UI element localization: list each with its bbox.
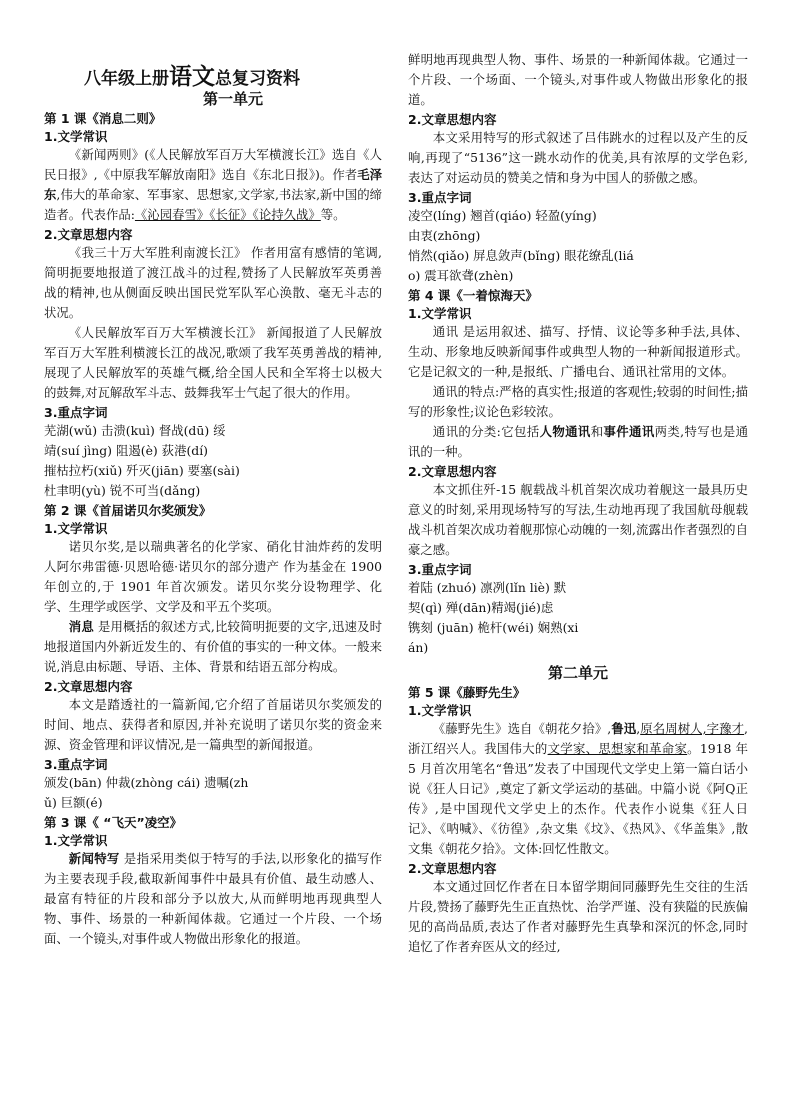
unit-heading-1: 第一单元 xyxy=(202,90,263,108)
l4-zici-heading: 3.重点字词 xyxy=(408,562,472,577)
term-shijian-tongxun: 事件通讯 xyxy=(603,424,655,439)
l3-wenxue-text: 新闻特写 是指采用类似于特写的手法,以形象化的描写作为主要表现手段,截取新闻事件中最具有价值、最生动感人、最富有特征的片段和部分予以放大,从而鲜明地再现典型人物、事件、场景的一种新闻体裁。它通过一个片段、一个场面、一个镜头,对事件或人物做出形象化的报道。 xyxy=(44,851,382,946)
l2-wenxue-heading: 1.文学常识 xyxy=(44,521,108,536)
l3-sixiang-text: 本文采用特写的形式叙述了吕伟跳水的过程以及产生的反响,再现了“5136”这一跳水动作的优美,具有浓厚的文学色彩,表达了对运动员的赞美之情和身为中国人的骄傲之感。 xyxy=(408,130,748,185)
title-prefix: 八年级上册 xyxy=(84,69,169,89)
term-xiaoxi: 消息 xyxy=(68,619,94,634)
l2-zici-heading: 3.重点字词 xyxy=(44,757,108,772)
right-column xyxy=(408,50,748,957)
l3-sixiang-heading: 2.文章思想内容 xyxy=(408,112,497,127)
l5-wenxue-text: 《藤野先生》选自《朝花夕拾》,鲁迅,原名周树人,字豫才,浙江绍兴人。我国伟大的文学家、思想家和革命家。1918 年 5 月首次用笔名“鲁迅”发表了中国现代文学史上第一篇白话小说《狂人日记》,奠定了新文学运动的基础。中篇小说《阿Q正传》,是中国现代文学史上的杰作。代表作小说集《狂人日记》、《呐喊》、《彷徨》,杂文集《坟》、《热风》、《华盖集》,散文集《朝花夕拾》。文体:回忆性散文。 xyxy=(408,721,749,856)
l3-zici-line-3: 悄然(qiǎo) 屏息敛声(bǐng) 眼花缭乱(liá xyxy=(408,248,634,263)
l1-wenxue-heading: 1.文学常识 xyxy=(44,129,108,144)
l3-wenxue-heading: 1.文学常识 xyxy=(44,833,108,848)
l1-sixiang-heading: 2.文章思想内容 xyxy=(44,227,133,242)
l2-wenxue-text-1: 诺贝尔奖,是以瑞典著名的化学家、硝化甘油炸药的发明人阿尔弗雷德·贝恩哈德·诺贝尔的部分遗产 作为基金在 1900 年创立的,于 1901 年首次颁发。诺贝尔奖分设物理学、化学、生理学或医学、文学及和平五个奖项。 xyxy=(44,539,382,614)
l1-zici-line-4: 杜聿明(yù) 锐不可当(dǎng) xyxy=(44,483,201,498)
lesson-5-heading: 第 5 课《藤野先生》 xyxy=(408,685,526,700)
l3-zici-line-2: 由衷(zhōng) xyxy=(408,228,481,243)
term-xinwen-texie: 新闻特写 xyxy=(68,851,120,866)
l1-zici-line-2: 靖(suí jìng) 阻遏(è) 荻港(dí) xyxy=(44,443,209,458)
l1-zici-line-1: 芜湖(wǔ) 击溃(kuì) 督战(dū) 绥 xyxy=(44,423,226,438)
l3-wenxue-text-continued: 鲜明地再现典型人物、事件、场景的一种新闻体裁。它通过一个片段、一个场面、一个镜头,对事件或人物做出形象化的报道。 xyxy=(408,52,748,107)
l4-zici-line-2: 契(qì) 殚(dān)精竭(jié)虑 xyxy=(408,600,554,615)
l5-wenxue-heading: 1.文学常识 xyxy=(408,703,472,718)
document-title xyxy=(84,58,364,91)
author-luxun: 鲁迅 xyxy=(611,721,637,736)
l2-zici-line-1: 颁发(bān) 仲裁(zhòng cái) 遗嘱(zh xyxy=(44,775,249,790)
l1-sixiang-text-1: 《我三十万大军胜利南渡长江》 作者用富有感情的笔调,简明扼要地报道了渡江战斗的过程,赞扬了人民解放军英勇善战的精神,也从侧面反映出国民党军队军心涣散、毫无斗志的状况。 xyxy=(44,245,382,320)
title-suffix: 总复习资料 xyxy=(215,69,300,89)
l2-sixiang-heading: 2.文章思想内容 xyxy=(44,679,133,694)
left-column xyxy=(44,88,383,946)
l4-wenxue-text-1: 通讯 是运用叙述、描写、抒情、议论等多种手法,具体、生动、形象地反映新闻事件或典型人物的一种新闻报道形式。它是记叙文的一种,是报纸、广播电台、通讯社常用的文体。 xyxy=(408,324,748,379)
l3-zici-heading: 3.重点字词 xyxy=(408,190,472,205)
l4-zici-line-4: án) xyxy=(408,640,429,655)
l4-zici-line-1: 着陆 (zhuó) 凛冽(lǐn liè) 默 xyxy=(408,580,567,595)
l3-zici-line-1: 凌空(líng) 翘首(qiáo) 轻盈(yíng) xyxy=(408,208,597,223)
l2-wenxue-text-2: 消息 是用概括的叙述方式,比较简明扼要的文字,迅速及时地报道国内外新近发生的、有价值的事实的一种文体。一般来说,消息由标题、导语、主体、背景和结语五部分构成。 xyxy=(44,619,382,674)
lesson-4-heading: 第 4 课《一着惊海天》 xyxy=(408,288,538,303)
lesson-1-heading: 第 1 课《消息二则》 xyxy=(44,111,162,126)
unit-heading-2: 第二单元 xyxy=(547,664,608,682)
l4-wenxue-text-3: 通讯的分类:它包括人物通讯和事件通讯两类,特写也是通讯的一种。 xyxy=(408,424,749,459)
l1-zici-line-3: 摧枯拉朽(xiǔ) 歼灭(jiān) 要塞(sài) xyxy=(44,463,240,478)
l3-zici-line-4: o) 震耳欲聋(zhèn) xyxy=(408,268,514,283)
l2-sixiang-text: 本文是踏透社的一篇新闻,它介绍了首届诺贝尔奖颁发的时间、地点、获得者和原因,并补充说明了诺贝尔奖的资金来源、资金管理和评议情况,是一篇典型的新闻报道。 xyxy=(44,697,382,752)
l4-wenxue-heading: 1.文学常识 xyxy=(408,306,472,321)
lesson-3-heading: 第 3 课《 “飞天”凌空》 xyxy=(44,815,183,830)
l4-sixiang-text: 本文抓住歼-15 舰载战斗机首架次成功着舰这一最具历史意义的时刻,采用现场特写的写法,生动地再现了我国航母舰载战斗机首架次成功着舰那惊心动魄的一刻,流露出作者强烈的自豪之感。 xyxy=(408,482,748,557)
original-name: 原名周树人,字豫才 xyxy=(640,721,745,736)
l1-sixiang-text-2: 《人民解放军百万大军横渡长江》 新闻报道了人民解放军百万大军胜利横渡长江的战况,歌颂了我军英勇善战的精神,展现了人民解放军的英雄气概,给全国人民和全军将士以极大的鼓舞,对瓦解敌军斗志、鼓舞我军士气起了很大的作用。 xyxy=(44,325,382,400)
l5-sixiang-heading: 2.文章思想内容 xyxy=(408,861,497,876)
term-renwu-tongxun: 人物通讯 xyxy=(539,424,591,439)
lesson-2-heading: 第 2 课《首届诺贝尔奖颁发》 xyxy=(44,503,212,518)
title-subject: 语文 xyxy=(169,64,215,90)
l4-zici-line-3: 镌刻 (juān) 桅杆(wéi) 娴熟(xi xyxy=(408,620,579,635)
works-list: 《沁园春雪》《长征》《论持久战》 xyxy=(134,207,321,222)
l4-wenxue-text-2: 通讯的特点:严格的真实性;报道的客观性;较弱的时间性;描写的形象性;议论色彩较浓。 xyxy=(408,384,748,419)
l2-zici-line-2: ǔ) 巨额(é) xyxy=(44,795,103,810)
l4-sixiang-heading: 2.文章思想内容 xyxy=(408,464,497,479)
identity-list: 文学家、思想家和革命家 xyxy=(547,741,688,756)
author-name: 毛泽东 xyxy=(44,167,382,202)
l1-wenxue-text: 《新闻两则》(《人民解放军百万大军横渡长江》选自《人民日报》,《中原我军解放南阳》选自《东北日报》)。作者毛泽东,伟大的革命家、军事家、思想家,文学家,书法家,新中国的缔造者。代表作品:《沁园春雪》《长征》《论持久战》等。 xyxy=(44,147,383,222)
l1-zici-heading: 3.重点字词 xyxy=(44,405,108,420)
l5-sixiang-text: 本文通过回忆作者在日本留学期间同藤野先生交往的生活片段,赞扬了藤野先生正直热忱、治学严谨、没有狭隘的民族偏见的高尚品质,表达了作者对藤野先生真挚和深沉的怀念,同时追忆了作者弃医从文的经过, xyxy=(408,879,748,954)
